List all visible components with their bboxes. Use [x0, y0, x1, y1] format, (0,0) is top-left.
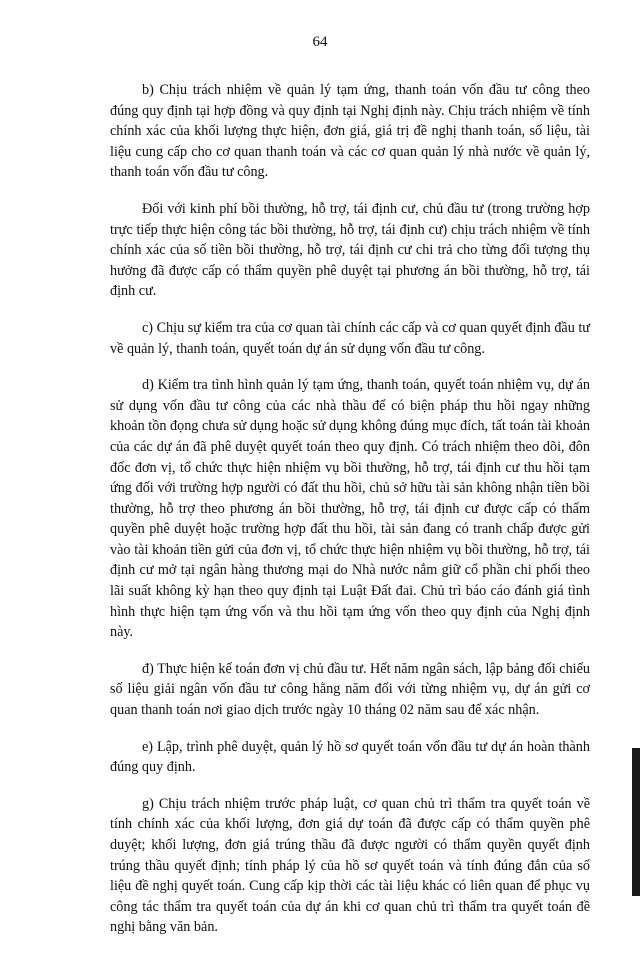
paragraph-c: c) Chịu sự kiểm tra của cơ quan tài chính các cấp và cơ quan quyết định đầu tư về quản lý, thanh toán, quyết toán dự án sử dụng vốn đầu tư công.	[110, 319, 590, 357]
paragraph-dd: đ) Thực hiện kế toán đơn vị chủ đầu tư. Hết năm ngân sách, lập bảng đối chiếu số liệu giải ngân vốn đầu tư công hằng năm đối với từng nhiệm vụ, dự án gửi cơ quan thanh toán nơi giao dịch trước ngày 10 tháng 02 năm sau để xác nhận.	[110, 660, 590, 719]
paragraph-b: b) Chịu trách nhiệm về quản lý tạm ứng, thanh toán vốn đầu tư công theo đúng quy định tại hợp đồng và quy định tại Nghị định này. Chịu trách nhiệm về tính chính xác của khối lượng thực hiện, đơn giá, giá trị đề nghị thanh toán, số liệu, tài liệu cung cấp cho cơ quan thanh toán và các cơ quan quản lý nhà nước về quản lý, thanh toán vốn đầu tư công.	[110, 82, 590, 181]
paragraph-d: d) Kiểm tra tình hình quản lý tạm ứng, thanh toán, quyết toán nhiệm vụ, dự án sử dụng vốn đầu tư công của các nhà thầu để có biện pháp thu hồi ngay những khoản tồn đọng chưa sử dụng hoặc sử dụng không đúng mục đích, tất toán tài khoản của các dự án đã phê duyệt quyết toán theo quy định. Có trách nhiệm theo dõi, đôn đốc đơn vị, tổ chức thực hiện nhiệm vụ bồi thường, hỗ trợ, tái định cư thu hồi tạm ứng đối với trường hợp người có đất thu hồi, chủ sở hữu tài sản không nhận tiền bồi thường, hỗ trợ theo phương án bồi thường, hỗ trợ, tái định cư được cấp có thẩm quyền phê duyệt hoặc trường hợp đất thu hồi, tài sản đang có tranh chấp được gửi vào tài khoản tiền gửi của đơn vị, tổ chức thực hiện nhiệm vụ bồi thường, hỗ trợ, tái định cư mở tại ngân hàng thương mại do Nhà nước nắm giữ cổ phần chi phối theo lãi suất không kỳ hạn theo quy định tại Luật Đất đai. Chủ trì báo cáo đánh giá tình hình thực hiện tạm ứng vốn và thu hồi tạm ứng vốn theo quy định của Nghị định này.	[110, 377, 590, 641]
document-body	[110, 80, 590, 954]
paragraph-compensation: Đối với kinh phí bồi thường, hỗ trợ, tái định cư, chủ đầu tư (trong trường hợp trực tiếp thực hiện công tác bồi thường, hỗ trợ, tái định cư) chịu trách nhiệm về tính chính xác của số tiền bồi thường, hỗ trợ, tái định cư chi trả cho từng đối tượng thụ hưởng đã được cấp có thẩm quyền phê duyệt tại phương án bồi thường, hỗ trợ, tái định cư.	[110, 200, 590, 300]
paragraph-e: e) Lập, trình phê duyệt, quản lý hồ sơ quyết toán vốn đầu tư dự án hoàn thành đúng quy định.	[110, 738, 590, 776]
page-number: 64	[312, 34, 328, 50]
scan-edge-bar	[632, 748, 640, 896]
paragraph-g: g) Chịu trách nhiệm trước pháp luật, cơ quan chủ trì thẩm tra quyết toán về tính chính xác của khối lượng, đơn giá dự toán đã được cấp có thẩm quyền phê duyệt; khối lượng, đơn giá trúng thầu đã được người có thẩm quyền quyết định trúng thầu quyết định; tính pháp lý của hồ sơ quyết toán và tính đúng đắn của số liệu đề nghị quyết toán. Cung cấp kịp thời các tài liệu khác có liên quan để phục vụ công tác thẩm tra quyết toán của dự án khi cơ quan chủ trì thẩm tra quyết toán đề nghị bằng văn bản.	[110, 795, 590, 936]
